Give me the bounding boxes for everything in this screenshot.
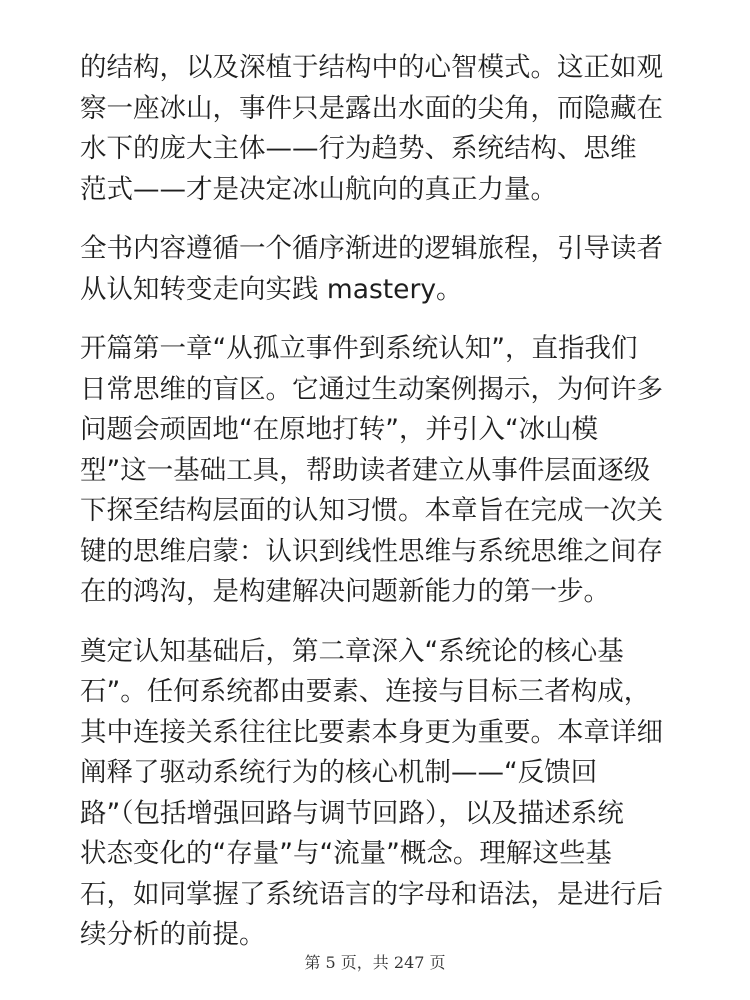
text-line: 下探至结构层面的认知习惯。本章旨在完成一次关: [80, 495, 663, 526]
text-line: 开篇第一章“从孤立事件到系统认知”，直指我们: [80, 333, 638, 364]
text-line: 问题会顽固地“在原地打转”，并引入“冰山模: [80, 414, 599, 445]
page-body: [80, 48, 680, 975]
text-line: 日常思维的盲区。它通过生动案例揭示，为何许多: [80, 373, 663, 405]
text-line: 全书内容遵循一个循序渐进的逻辑旅程，引导读者: [80, 233, 663, 264]
text-line: 水下的庞大主体——行为趋势、系统结构、思维: [80, 133, 637, 164]
page-number-footer: 第 5 页，共 247 页: [304, 953, 446, 972]
text-line: 石，如同掌握了系统语言的字母和语法，是进行后: [80, 878, 663, 910]
text-line: 阐释了驱动系统行为的核心机制——“反馈回: [80, 757, 598, 788]
paragraph-iceberg-intro: [80, 48, 680, 210]
text-line: 从认知转变走向实践 mastery。: [80, 273, 463, 305]
text-line: 的结构，以及深植于结构中的心智模式。这正如观: [80, 52, 663, 83]
text-line: 路”（包括增强回路与调节回路），以及描述系统: [80, 797, 624, 829]
text-line: 范式——才是决定冰山航向的真正力量。: [80, 173, 557, 205]
text-line: 察一座冰山，事件只是露出水面的尖角，而隐藏在: [80, 92, 663, 124]
paragraph-book-journey: [80, 229, 680, 310]
text-line: 在的鸿沟，是构建解决问题新能力的第一步。: [80, 576, 610, 607]
paragraph-chapter-one: [80, 329, 680, 613]
text-line: 状态变化的“存量”与“流量”概念。理解这些基: [80, 838, 612, 869]
paragraph-chapter-two: [80, 632, 680, 956]
text-line: 键的思维启蒙：认识到线性思维与系统思维之间存: [80, 535, 663, 567]
text-line: 奠定认知基础后，第二章深入“系统论的核心基: [80, 635, 624, 667]
text-line: 石”。任何系统都由要素、连接与目标三者构成，: [80, 676, 651, 707]
text-line: 其中连接关系往往比要素本身更为重要。本章详细: [80, 716, 663, 748]
text-line: 续分析的前提。: [80, 919, 266, 950]
text-line: 型”这一基础工具，帮助读者建立从事件层面逐级: [80, 454, 651, 486]
